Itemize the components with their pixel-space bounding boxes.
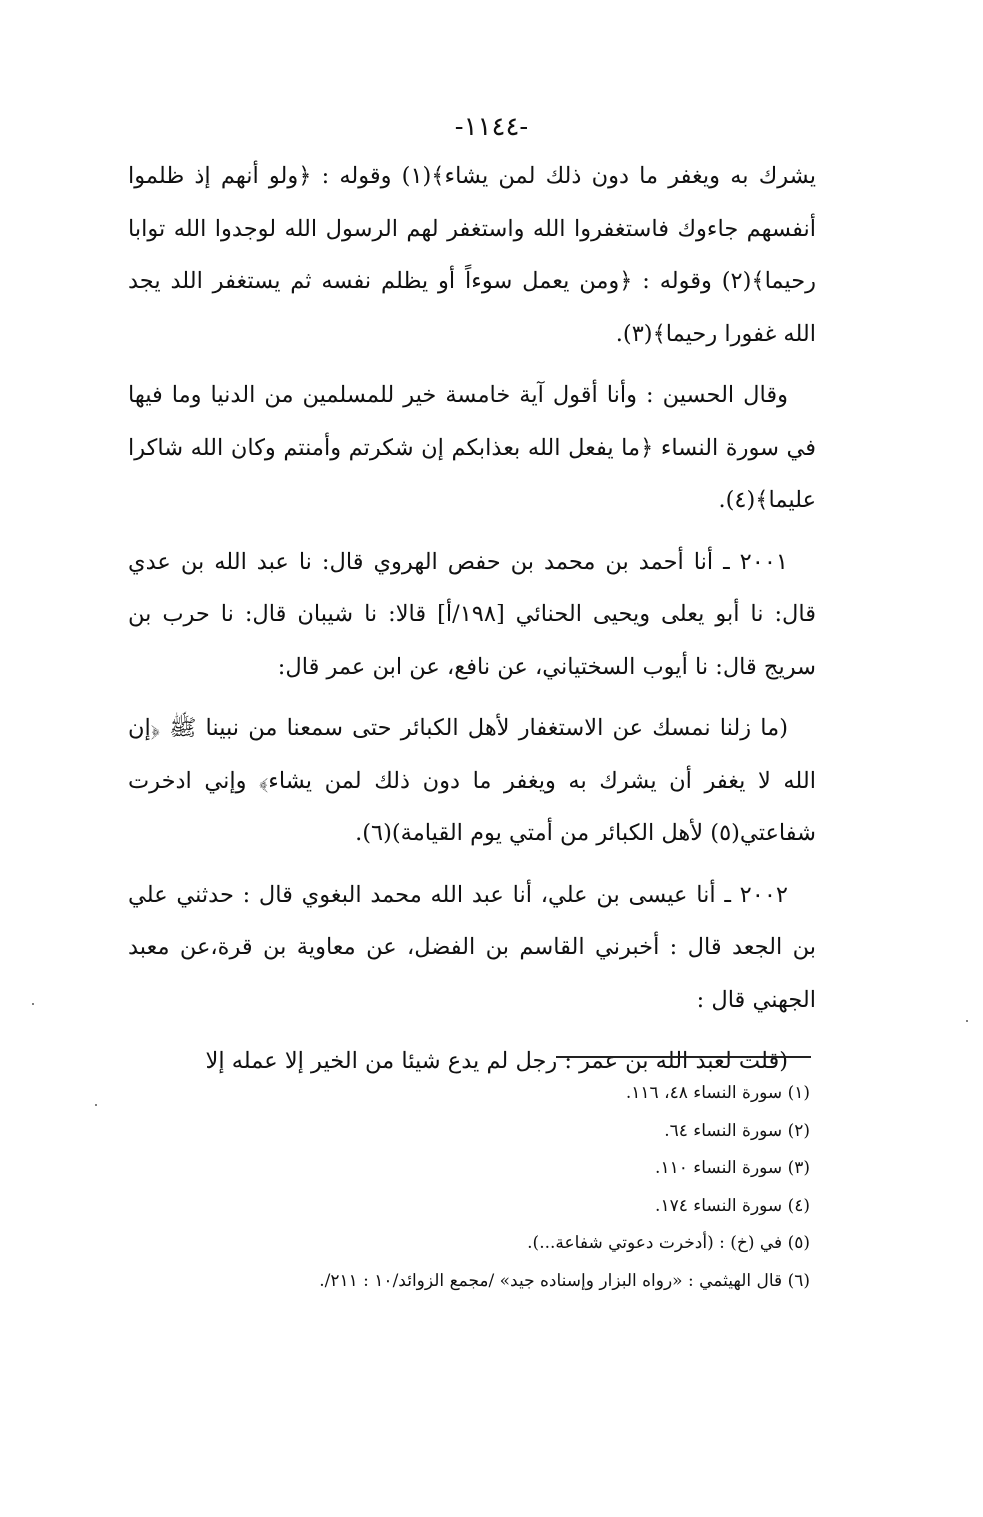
footnote-3: (٣) سورة النساء ١١٠. [655, 1158, 810, 1178]
footnote-6: (٦) قال الهيثمي : «رواه البزار وإسناده جيد» /مجمع الزوائد/١٠ : ٢١١/. [319, 1270, 810, 1291]
scan-speck [966, 1020, 968, 1022]
footnote-2: (٢) سورة النساء ٦٤. [664, 1120, 810, 1141]
paragraph-3: ٢٠٠١ ـ أنا أحمد بن محمد بن حفص الهروي قال: نا عبد الله بن عدي قال: نا أبو يعلى ويحيى الحنائي [١٩٨/أ] قالا: نا شيبان قال: نا حرب بن سريج قال: نا أيوب السختياني، عن نافع، عن ابن عمر قال: [128, 548, 816, 680]
footnote-4: (٤) سورة النساء ١٧٤. [655, 1195, 810, 1216]
paragraph-1: يشرك به ويغفر ما دون ذلك لمن يشاء﴾(١) وقوله : ﴿ولو أنهم إذ ظلموا أنفسهم جاءوك فاستغفروا الله واستغفر لهم الرسول الله لوجدوا الله توابا رحيما﴾(٢) وقوله : ﴿ومن يعمل سوءاً أو يظلم نفسه ثم يستغفر اللد يجد الله غفورا رحيما﴾(٣). [128, 163, 816, 347]
scan-speck [32, 1003, 34, 1005]
paragraph-5: ٢٠٠٢ ـ أنا عيسى بن علي، أنا عبد الله محمد البغوي قال : حدثني علي بن الجعد قال : أخبرني القاسم بن الفضل، عن معاوية بن قرة،عن معبد الجهني قال : [128, 881, 816, 1013]
footnote-5: (٥) في (خ) : (أدخرت دعوتي شفاعة...). [527, 1233, 810, 1253]
footnote-separator [556, 1056, 811, 1058]
paragraph-4: (ما زلنا نمسك عن الاستغفار لأهل الكبائر حتى سمعنا من نبينا ﷺ ﴿إن الله لا يغفر أن يشرك به ويغفر ما دون ذلك لمن يشاء﴾ وإني ادخرت شفاعتي(٥) لأهل الكبائر من أمتي يوم القيامة)(٦). [128, 715, 816, 846]
footnotes [128, 1075, 810, 1300]
footnote-1: (١) سورة النساء ٤٨، ١١٦. [625, 1083, 810, 1103]
scan-speck [95, 1104, 97, 1106]
page-number: -١١٤٤- [454, 112, 529, 142]
paragraph-6: (قلت لعبد الله بن عمر : رجل لم يدع شيئا من الخير إلا عمله إلا [205, 1048, 788, 1074]
main-text [128, 150, 816, 1097]
paragraph-2: وقال الحسين : وأنا أقول آية خامسة خير للمسلمين من الدنيا وما فيها في سورة النساء ﴿ما يفعل الله بعذابكم إن شكرتم وأمنتم وكان الله شاكرا عليما﴾(٤). [128, 382, 816, 513]
